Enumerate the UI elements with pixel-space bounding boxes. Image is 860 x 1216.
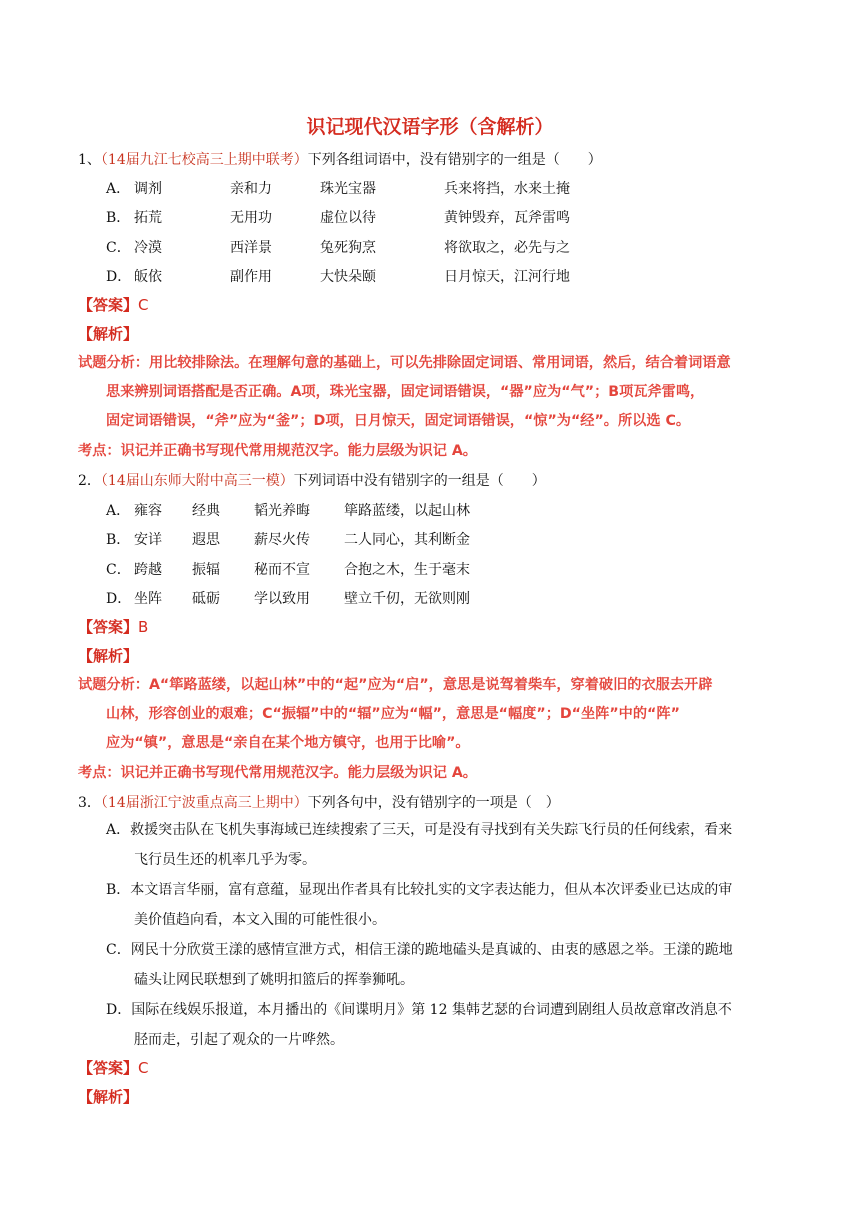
option-word: 二人同心，其利断金 [344,532,470,548]
option-letter: C． [106,562,131,578]
option-letter: D． [106,591,132,607]
option-word: 跨越 [134,562,162,578]
analysis-line: 考点：识记并正确书写现代常用规范汉字。能力层级为识记 A。 [78,443,477,459]
option-letter: C． [106,240,131,256]
option-word: 亲和力 [230,181,272,197]
option-letter: D． [106,269,132,285]
option-word: 皈依 [134,269,162,285]
option-word: 拓荒 [134,210,162,226]
option-word: 兵来将挡，水来土掩 [444,181,570,197]
option-word: 遐思 [192,532,220,548]
option-letter: A． [106,503,131,519]
option-letter: B． [106,210,131,226]
option-word: 壁立千仞，无欲则刚 [344,591,470,607]
option-word: 冷漠 [134,240,162,256]
option-word: 调剂 [134,181,162,197]
option-word: 日月惊天，江河行地 [444,269,570,285]
question-3 [78,792,560,812]
option-letter: B． [106,532,131,548]
option-word: 坐阵 [134,591,162,607]
page-title: 识记现代汉语字形（含解析） [306,116,554,138]
option-paragraph: C．网民十分欣赏王漾的感情宣泄方式，相信王漾的跪地磕头是真诚的、由衷的感恩之举。王漾的跪地 磕头让网民联想到了姚明扣篮后的挥拳狮吼。 [106,942,733,988]
option-word: 珠光宝器 [320,181,376,197]
question-source: （14届浙江宁波重点高三上期中） [100,795,308,811]
question-1 [78,149,602,169]
analysis-label: 【解析】 [78,647,139,665]
option-word: 秘而不宣 [254,562,310,578]
question-stem: 下列各组词语中，没有错别字的一组是（ ） [307,152,602,168]
option-word: 虚位以待 [320,210,376,226]
question-number: 1、 [78,152,101,168]
answer-value: C [138,1059,149,1077]
analysis-line: 试题分析：A“筚路蓝缕，以起山林”中的“起”应为“启”，意思是说驾着柴车，穿着破旧的衣服去开辟 [78,677,713,693]
analysis-label: 【解析】 [78,1088,139,1106]
answer-value: C [138,296,149,314]
analysis-line: 思来辨别词语搭配是否正确。A项，珠光宝器，固定词语错误，“器”应为“气”；B项瓦斧雷鸣， [106,384,705,400]
option-word: 副作用 [230,269,272,285]
option-word: 无用功 [230,210,272,226]
option-word: 黄钟毁弃，瓦斧雷鸣 [444,210,570,226]
option-word: 筚路蓝缕，以起山林 [344,503,470,519]
option-word: 薪尽火传 [254,532,310,548]
option-letter: A． [106,181,131,197]
option-word: 安详 [134,532,162,548]
option-paragraph: A．救援突击队在飞机失事海域已连续搜索了三天，可是没有寻找到有关失踪飞行员的任何线索，看来 飞行员生还的机率几乎为零。 [106,822,733,868]
question-source: （14届九江七校高三上期中联考） [100,152,308,168]
question-2 [78,470,546,490]
option-word: 砥砺 [192,591,220,607]
option-word: 经典 [192,503,220,519]
question-number: 3． [78,795,101,811]
answer-label: 【答案】B [78,618,149,636]
analysis-line: 考点：识记并正确书写现代常用规范汉字。能力层级为识记 A。 [78,765,477,781]
option-word: 雍容 [134,503,162,519]
question-stem: 下列词语中没有错别字的一组是（ ） [293,473,546,489]
option-word: 大快朵颐 [320,269,376,285]
analysis-line: 应为“镇”，意思是“亲自在某个地方镇守，也用于比喻”。 [106,735,470,751]
answer-value: B [138,618,149,636]
option-word: 将欲取之，必先与之 [444,240,570,256]
option-word: 西洋景 [230,240,272,256]
analysis-label: 【解析】 [78,325,139,343]
option-word: 兔死狗烹 [320,240,376,256]
answer-label: 【答案】C [78,1059,149,1077]
answer-label: 【答案】C [78,296,149,314]
option-word: 振辐 [192,562,220,578]
analysis-line: 试题分析：用比较排除法。在理解句意的基础上，可以先排除固定词语、常用词语，然后，结合着词语意 [78,355,731,371]
analysis-line: 山林，形容创业的艰难；C“振辐”中的“辐”应为“幅”，意思是“幅度”；D“坐阵”中的“阵” [106,706,680,722]
option-word: 学以致用 [254,591,310,607]
analysis-line: 固定词语错误，“斧”应为“釜”；D项，日月惊天，固定词语错误，“惊”为“经”。所以选 C。 [106,413,691,429]
question-number: 2． [78,473,101,489]
option-word: 韬光养晦 [254,503,310,519]
question-stem: 下列各句中，没有错别字的一项是（ ） [307,795,560,811]
option-paragraph: B．本文语言华丽，富有意蕴，显现出作者具有比较扎实的文字表达能力，但从本次评委业已达成的审 美价值趋向看，本文入围的可能性很小。 [106,882,733,928]
option-word: 合抱之木，生于毫末 [344,562,470,578]
question-source: （14届山东师大附中高三一模） [100,473,294,489]
option-paragraph: D．国际在线娱乐报道，本月播出的《间谍明月》第 12 集韩艺瑟的台词遭到剧组人员故意窜改消息不 胫而走，引起了观众的一片哗然。 [106,1002,732,1048]
